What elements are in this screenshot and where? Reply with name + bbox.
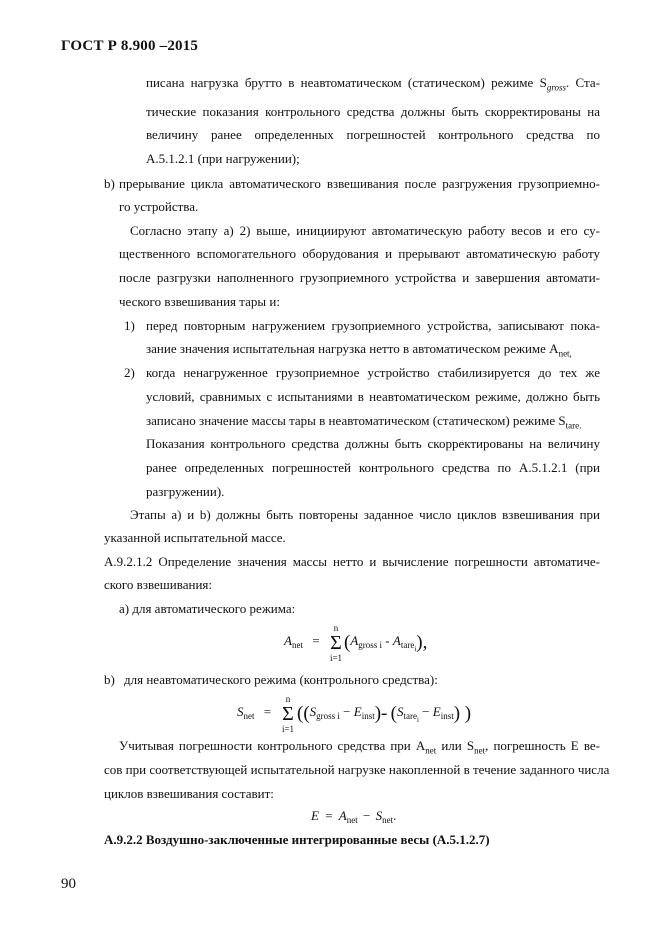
page-number: 90	[61, 876, 76, 892]
paragraph-line: циклов взвешивания составит:	[104, 786, 274, 801]
paragraph-line: щественного вспомогательного оборудования и прерывают автоматическую работу	[119, 246, 600, 261]
formula-net-static-body: ($(S_{gross i} - E_{inst})-$ $(S_{tare_i} - E_{inst})$ )	[297, 703, 472, 724]
formula-net-static: $S_{net}$ =	[237, 704, 272, 721]
paragraph-line: записано значение массы тары в неавтоматическом (статическом) режиме $S_{tare.}$	[146, 413, 582, 431]
list-marker: b)	[104, 672, 115, 687]
paragraph-line: го устройства.	[119, 199, 199, 214]
paragraph-line: тические показания контрольного средства должны быть скорректированы на	[146, 104, 600, 119]
paragraph-line: сов при соответствующей испытательной нагрузке накопленной в течение заданного числа	[104, 762, 610, 777]
sum-symbol: n Σ i=1	[329, 623, 343, 663]
paragraph-line: после разгрузки наполненного грузоприемного устройства и завершения автомати-	[119, 270, 600, 285]
paragraph-line: Показания контрольного средства должны быть скорректированы на величину	[146, 436, 600, 451]
paragraph-line: А.5.1.2.1 (при нагружении);	[146, 151, 300, 166]
paragraph-line: когда ненагруженное грузоприемное устройство стабилизируется до тех же	[146, 365, 600, 380]
paragraph-line: писана нагрузка брутто в неавтоматическом (статическом) режиме $S_{gross}$. Ста-	[146, 75, 600, 93]
paragraph-line: а) для автоматического режима:	[119, 601, 296, 616]
paragraph-line: ческого взвешивания тары и:	[119, 294, 280, 309]
formula-error: $E = A_{net} - S_{net}$.	[311, 808, 397, 825]
paragraph-line: условий, сравнимых с испытаниями в неавтоматическом режиме, должно быть	[146, 389, 600, 404]
paragraph-line: прерывание цикла автоматического взвешивания после разгружения грузоприемно-	[119, 176, 600, 191]
section-heading: А.9.2.2 Воздушно-заключенные интегрированные весы (А.5.1.2.7)	[104, 832, 490, 847]
paragraph-line: ранее определенных погрешностей контрольного средства по А.5.1.2.1 (при	[146, 460, 600, 475]
paragraph-line: величину ранее определенных погрешностей контрольного средства по	[146, 127, 600, 142]
paragraph-line: для неавтоматического режима (контрольного средства):	[124, 672, 438, 687]
page-header: ГОСТ Р 8.900 –2015	[61, 38, 199, 54]
formula-net-auto-body: $(A_{gross i} - A_{tare_i})$,	[344, 632, 428, 653]
paragraph-line: перед повторным нагружением грузоприемного устройства, записывают пока-	[146, 318, 600, 333]
list-marker: 2)	[124, 365, 135, 380]
list-marker: b)	[104, 176, 115, 191]
sum-symbol: n Σ i=1	[281, 694, 295, 734]
paragraph-line: указанной испытательной массе.	[104, 530, 286, 545]
formula-net-auto: $A_{net}$ =	[284, 633, 320, 650]
paragraph-line: зание значения испытательная нагрузка нетто в автоматическом режиме $A_{net,}$	[146, 341, 572, 359]
paragraph-line: Этапы а) и b) должны быть повторены заданное число циклов взвешивания при	[130, 507, 600, 522]
paragraph-line: Согласно этапу а) 2) выше, инициируют автоматическую работу весов и его су-	[130, 223, 600, 238]
section-heading-line: А.9.2.1.2 Определение значения массы нетто и вычисление погрешности автоматиче-	[104, 554, 600, 569]
paragraph-line: Учитывая погрешности контрольного средства при $A_{net}$ или $S_{net}$, погрешность E ве-	[119, 738, 600, 756]
paragraph-line: разгружении).	[146, 484, 225, 499]
list-marker: 1)	[124, 318, 135, 333]
paragraph-line: ского взвешивания:	[104, 577, 212, 592]
